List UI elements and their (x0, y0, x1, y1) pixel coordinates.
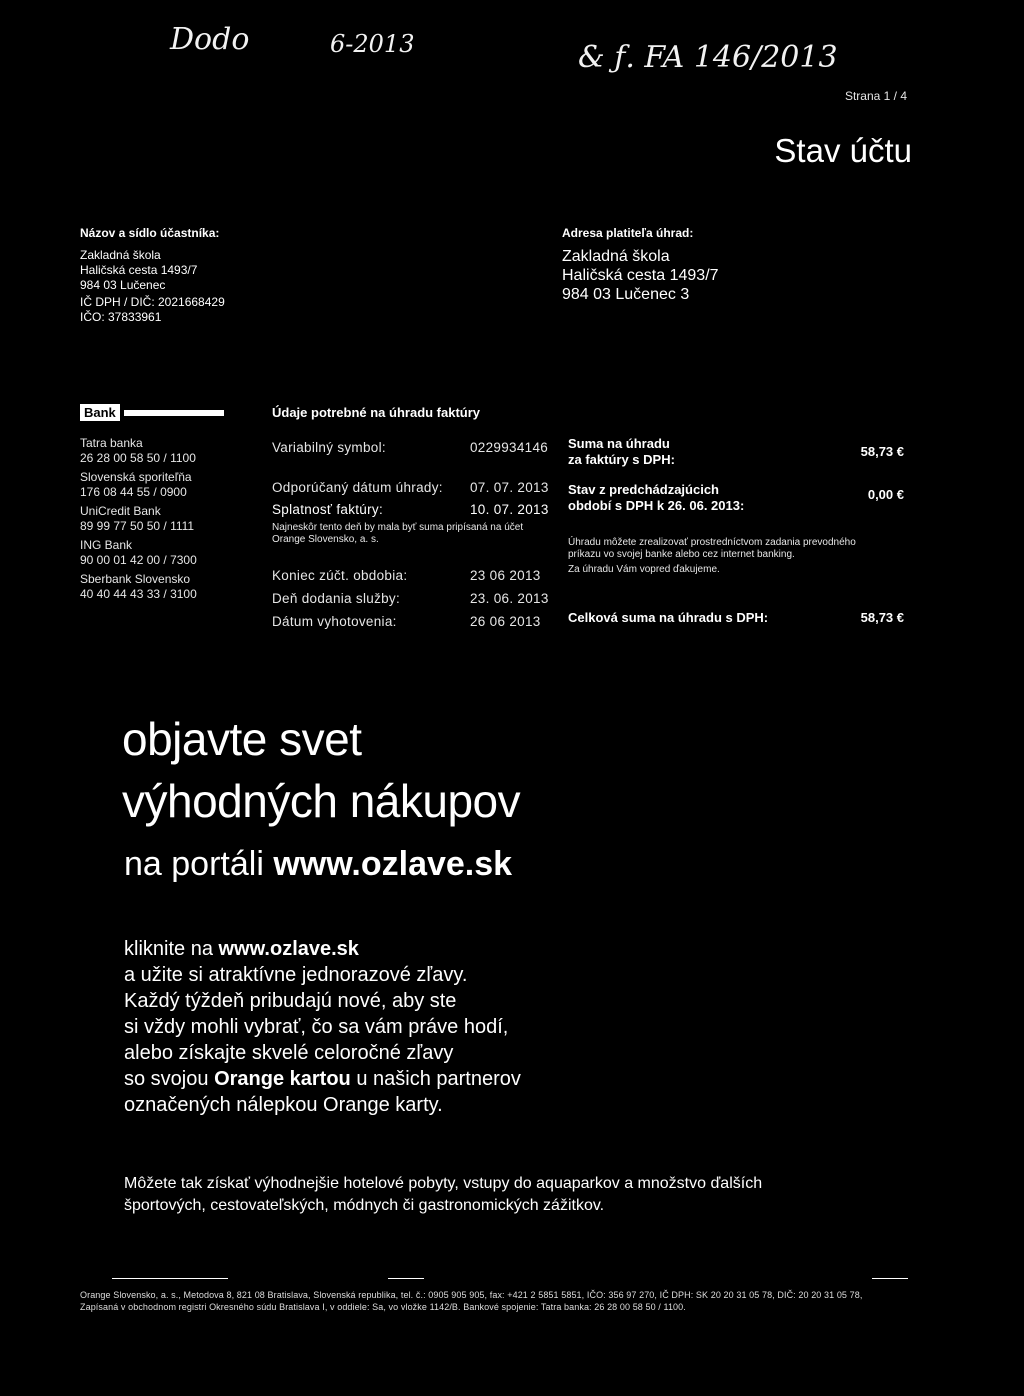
period-end-value: 23 06 2013 (470, 568, 541, 583)
period-end-label: Koniec zúčt. obdobia: (272, 568, 408, 583)
ad-card-suffix: u našich partnerov (350, 1068, 521, 1090)
ad-body-line (124, 1066, 521, 1092)
bank-account: 26 28 00 58 50 / 1100 (80, 451, 196, 465)
bank-list (80, 436, 197, 602)
payer-line: Haličská cesta 1493/7 (562, 267, 719, 284)
ad-body-line: alebo získajte skvelé celoročné zľavy (124, 1042, 454, 1064)
prev-value: 0,00 € (867, 487, 904, 502)
variable-symbol-label: Variabilný symbol: (272, 440, 386, 455)
variable-symbol-value: 0229934146 (470, 440, 549, 455)
bank-account: 40 40 44 43 33 / 3100 (80, 587, 197, 601)
participant-id: IČO: 37833961 (80, 310, 162, 324)
due-note-2: Orange Slovensko, a. s. (272, 534, 379, 545)
footer-line-2: Zapísaná v obchodnom registri Okresného súdu Bratislava I, v oddiele: Sa, vo vložke 1142/B. Bankové spojenie: Tatra banka: 26 28 00 58 50 / 1100. (80, 1302, 686, 1312)
handwriting-date: 6-2013 (330, 30, 415, 58)
ad-body-prefix: kliknite na (124, 938, 219, 960)
due-date-value: 10. 07. 2013 (470, 502, 549, 517)
participant-heading: Názov a sídlo účastníka: (80, 226, 220, 240)
footer-line-1: Orange Slovensko, a. s., Metodova 8, 821 08 Bratislava, Slovenská republika, tel. č.: 0905 905 905, fax: +421 2 5851 5851, IČO: 356 97 270, IČ DPH: SK 20 20 31 05 78, DIČ: 20 20 31 05 78, (80, 1290, 863, 1300)
bank-name: Tatra banka (80, 436, 143, 450)
issue-date-value: 26 06 2013 (470, 614, 541, 629)
participant-line: 984 03 Lučenec (80, 278, 166, 292)
bank-account: 89 99 77 50 50 / 1111 (80, 519, 195, 533)
bank-name: Slovenská sporiteľňa (80, 470, 192, 484)
payer-block (562, 226, 719, 304)
sum-label-1: Suma na úhradu (568, 436, 670, 451)
issue-date-label: Dátum vyhotovenia: (272, 614, 397, 629)
ad-extra-line: Môžete tak získať výhodnejšie hotelové pobyty, vstupy do aquaparkov a množstvo ďalších (124, 1175, 763, 1192)
footer-rule (388, 1278, 424, 1279)
participant-line: Zakladná škola (80, 248, 161, 262)
page-info: Strana 1 / 4 (844, 89, 907, 103)
bank-name: ING Bank (80, 538, 133, 552)
ad-card-prefix: so svojou (124, 1068, 215, 1090)
bank-account: 90 00 01 42 00 / 7300 (80, 553, 197, 567)
ad-body-line: označených nálepkou Orange karty. (124, 1094, 443, 1116)
ad-url-link[interactable]: www.ozlave.sk (273, 845, 513, 883)
participant-vat: IČ DPH / DIČ: 2021668429 (80, 295, 225, 309)
payer-line: 984 03 Lučenec 3 (562, 286, 690, 303)
bank-heading-bar (124, 410, 224, 416)
ad-body-line: Každý týždeň pribudajú nové, aby ste (124, 990, 457, 1012)
due-note-1: Najneskôr tento deň by mala byť suma pripísaná na účet (272, 522, 524, 533)
payer-line: Zakladná škola (562, 248, 670, 265)
delivery-date-label: Deň dodania služby: (272, 591, 401, 606)
bank-name: Sberbank Slovensko (80, 572, 191, 586)
bank-item (80, 470, 197, 500)
bank-item (80, 538, 197, 568)
payment-info-3: Za úhradu Vám vopred ďakujeme. (568, 564, 720, 575)
participant-block (80, 226, 225, 325)
ad-body-line (124, 936, 521, 962)
bank-account: 176 08 44 55 / 0900 (80, 485, 187, 499)
bank-heading (80, 404, 230, 422)
ad-extra (124, 1173, 762, 1217)
bank-name: UniCredit Bank (80, 504, 161, 518)
page-title: Stav účtu (774, 132, 912, 169)
footer-rule (872, 1278, 908, 1279)
ad-headline-1: objavte svet (122, 713, 362, 765)
prev-label-1: Stav z predchádzajúcich (568, 482, 719, 497)
payment-info-2: príkazu vo svojej banke alebo cez internet banking. (568, 549, 795, 560)
ad-card-bold: Orange kartou (214, 1068, 351, 1090)
recommended-date-label: Odporúčaný dátum úhrady: (272, 480, 443, 495)
ad-body-line: a užite si atraktívne jednorazové zľavy. (124, 964, 468, 986)
payer-heading: Adresa platiteľa úhrad: (562, 226, 694, 240)
ad-extra-line: športových, cestovateľských, módnych či gastronomických zážitkov. (124, 1197, 605, 1214)
ad-headline-3-prefix: na portáli (124, 845, 274, 883)
bank-item (80, 436, 197, 466)
ad-headline-2: výhodných nákupov (122, 775, 521, 827)
total-value: 58,73 € (860, 610, 904, 625)
sum-label-2: za faktúry s DPH: (568, 452, 675, 467)
footer-rule (112, 1278, 228, 1279)
ad-body-url-link[interactable]: www.ozlave.sk (218, 938, 359, 960)
invoice-heading: Údaje potrebné na úhradu faktúry (272, 405, 481, 420)
bank-item (80, 572, 197, 602)
bank-item (80, 504, 197, 534)
delivery-date-value: 23. 06. 2013 (470, 591, 549, 606)
recommended-date-value: 07. 07. 2013 (470, 480, 549, 495)
bank-heading-label: Bank (80, 404, 120, 421)
handwriting-left: Dodo (170, 22, 250, 57)
ad-body (124, 936, 521, 1118)
due-date-label: Splatnosť faktúry: (272, 502, 384, 517)
payment-info-1: Úhradu môžete zrealizovať prostredníctvom zadania prevodného (568, 537, 856, 548)
total-label: Celková suma na úhradu s DPH: (568, 610, 769, 625)
participant-line: Haličská cesta 1493/7 (80, 263, 198, 277)
handwriting-right: & ƒ. FA 146/2013 (578, 40, 838, 75)
sum-value: 58,73 € (860, 444, 904, 459)
ad-headline-3 (124, 844, 512, 884)
ad-body-line: si vždy mohli vybrať, čo sa vám práve hodí, (124, 1016, 509, 1038)
prev-label-2: období s DPH k 26. 06. 2013: (568, 498, 745, 513)
